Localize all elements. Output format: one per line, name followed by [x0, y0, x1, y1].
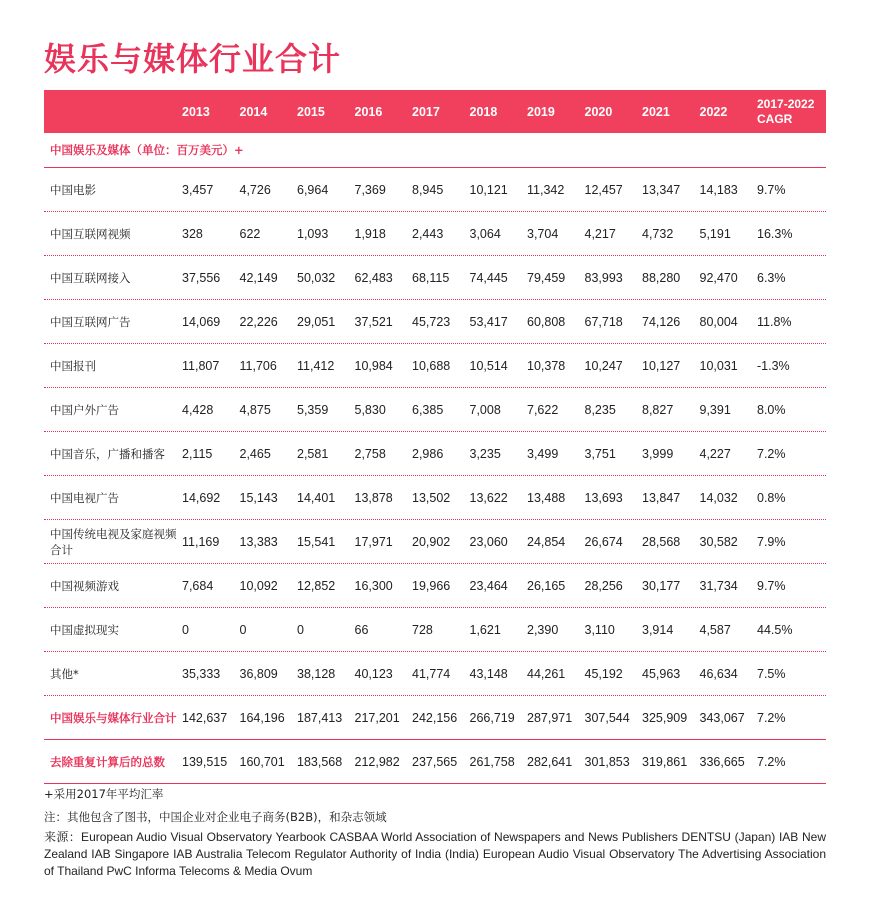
value-cell: 4,587 [699, 622, 731, 637]
value-cell: 1,918 [354, 226, 386, 241]
cagr-cell: 9.7% [757, 182, 786, 197]
data-table [44, 90, 826, 784]
value-cell: 622 [239, 226, 261, 241]
value-cell: 2,581 [297, 446, 329, 461]
value-cell: 8,827 [642, 402, 674, 417]
value-cell: 14,032 [699, 490, 738, 505]
cagr-cell: 11.8% [757, 314, 792, 329]
value-cell: 13,622 [469, 490, 508, 505]
row-label: 中国传统电视及家庭视频合计 [50, 526, 177, 557]
row-label: 中国娱乐与媒体行业合计 [50, 710, 177, 725]
value-cell: 13,878 [354, 490, 393, 505]
table-row [44, 168, 826, 212]
value-cell: 3,751 [584, 446, 616, 461]
value-cell: 10,688 [412, 358, 451, 373]
exchange-note: +采用2017年平均汇率 [44, 787, 164, 801]
value-cell: 7,369 [354, 182, 386, 197]
footnotes [44, 786, 826, 880]
value-cell: 28,256 [584, 578, 623, 593]
value-cell: 40,123 [354, 666, 393, 681]
table-row [44, 212, 826, 256]
value-cell: 10,031 [699, 358, 738, 373]
value-cell: 301,853 [584, 754, 630, 769]
value-cell: 79,459 [527, 270, 566, 285]
row-label: 去除重复计算后的总数 [50, 754, 165, 769]
header-year: 2015 [297, 104, 325, 119]
value-cell: 29,051 [297, 314, 336, 329]
total-row [44, 696, 826, 740]
value-cell: 24,854 [527, 534, 566, 549]
value-cell: 22,226 [239, 314, 278, 329]
row-label: 中国虚拟现实 [50, 622, 119, 637]
value-cell: 319,861 [642, 754, 688, 769]
header-year: 2018 [469, 104, 498, 119]
value-cell: 12,852 [297, 578, 336, 593]
value-cell: 50,032 [297, 270, 336, 285]
value-cell: 2,443 [412, 226, 444, 241]
value-cell: 37,521 [354, 314, 393, 329]
table-row [44, 652, 826, 696]
value-cell: 13,847 [642, 490, 681, 505]
value-cell: 6,964 [297, 182, 329, 197]
value-cell: 38,128 [297, 666, 336, 681]
header-year: 2021 [642, 104, 670, 119]
cagr-cell: 9.7% [757, 578, 786, 593]
value-cell: 14,069 [182, 314, 221, 329]
value-cell: 4,875 [239, 402, 271, 417]
value-cell: 83,993 [584, 270, 623, 285]
value-cell: 728 [412, 622, 433, 637]
value-cell: 343,067 [699, 710, 745, 725]
value-cell: 266,719 [469, 710, 515, 725]
value-cell: 46,634 [699, 666, 738, 681]
value-cell: 26,165 [527, 578, 566, 593]
table-row [44, 300, 826, 344]
value-cell: 14,401 [297, 490, 336, 505]
value-cell: 88,280 [642, 270, 681, 285]
value-cell: 7,008 [469, 402, 501, 417]
value-cell: 13,347 [642, 182, 681, 197]
header-year: 2016 [354, 104, 383, 119]
value-cell: 139,515 [182, 754, 228, 769]
value-cell: 42,149 [239, 270, 278, 285]
value-cell: 1,621 [469, 622, 501, 637]
value-cell: 3,999 [642, 446, 674, 461]
value-cell: 5,191 [699, 226, 731, 241]
value-cell: 15,541 [297, 534, 336, 549]
cagr-cell: 7.2% [757, 446, 786, 461]
row-label: 中国互联网视频 [50, 226, 131, 241]
value-cell: 10,092 [239, 578, 278, 593]
other-note: 注：其他包含了图书，中国企业对企业电子商务(B2B)，和杂志领域 [44, 810, 387, 824]
table-row [44, 432, 826, 476]
value-cell: 5,830 [354, 402, 386, 417]
value-cell: 307,544 [584, 710, 630, 725]
row-label: 中国电影 [50, 182, 96, 197]
value-cell: 160,701 [239, 754, 285, 769]
value-cell: 37,556 [182, 270, 221, 285]
value-cell: 10,247 [584, 358, 623, 373]
value-cell: 36,809 [239, 666, 278, 681]
value-cell: 3,499 [527, 446, 559, 461]
value-cell: 13,502 [412, 490, 451, 505]
value-cell: 183,568 [297, 754, 343, 769]
value-cell: 3,110 [584, 622, 615, 637]
value-cell: 11,807 [182, 358, 220, 373]
value-cell: 0 [297, 622, 304, 637]
value-cell: 10,121 [469, 182, 508, 197]
value-cell: 41,774 [412, 666, 451, 681]
value-cell: 6,385 [412, 402, 444, 417]
value-cell: 8,945 [412, 182, 444, 197]
header-year: 2014 [239, 104, 268, 119]
value-cell: 20,902 [412, 534, 451, 549]
value-cell: 11,342 [527, 182, 565, 197]
value-cell: 2,758 [354, 446, 386, 461]
cagr-cell: 7.2% [757, 754, 786, 769]
cagr-cell: 7.5% [757, 666, 786, 681]
value-cell: 1,093 [297, 226, 329, 241]
row-label: 中国音乐，广播和播客 [50, 446, 165, 461]
header-year: 2013 [182, 104, 210, 119]
row-label: 中国视频游戏 [50, 578, 119, 593]
value-cell: 45,723 [412, 314, 451, 329]
source-note: 来源：European Audio Visual Observatory Yearbook CASBAA World Association of Newspapers and News Publishers DENTSU (Japan) IAB New Zealand IAB Singapore IAB Australia Telecom Regulator Authority of India (India) European Audio Visual Observatory The Advertising Association of Thailand PwC Informa Telecoms & Media Ovum [44, 830, 826, 878]
table-row [44, 388, 826, 432]
value-cell: 35,333 [182, 666, 221, 681]
value-cell: 10,984 [354, 358, 393, 373]
header-year: 2019 [527, 104, 555, 119]
value-cell: 92,470 [699, 270, 738, 285]
value-cell: 15,143 [239, 490, 278, 505]
header-year: 2017 [412, 104, 440, 119]
page-title: 娱乐与媒体行业合计 [44, 40, 342, 78]
value-cell: 9,391 [699, 402, 731, 417]
value-cell: 4,732 [642, 226, 674, 241]
value-cell: 187,413 [297, 710, 343, 725]
value-cell: 43,148 [469, 666, 508, 681]
table-row [44, 476, 826, 520]
table-row [44, 256, 826, 300]
value-cell: 2,115 [182, 446, 213, 461]
value-cell: 62,483 [354, 270, 393, 285]
value-cell: 3,064 [469, 226, 501, 241]
value-cell: 13,693 [584, 490, 623, 505]
value-cell: 13,383 [239, 534, 278, 549]
value-cell: 10,378 [527, 358, 566, 373]
value-cell: 3,457 [182, 182, 214, 197]
value-cell: 74,445 [469, 270, 508, 285]
value-cell: 242,156 [412, 710, 458, 725]
value-cell: 282,641 [527, 754, 573, 769]
value-cell: 2,986 [412, 446, 444, 461]
value-cell: 68,115 [412, 270, 450, 285]
value-cell: 28,568 [642, 534, 681, 549]
value-cell: 3,235 [469, 446, 501, 461]
value-cell: 14,183 [699, 182, 738, 197]
value-cell: 14,692 [182, 490, 221, 505]
value-cell: 30,177 [642, 578, 681, 593]
value-cell: 67,718 [584, 314, 623, 329]
cagr-cell: 7.9% [757, 534, 786, 549]
value-cell: 237,565 [412, 754, 458, 769]
row-label: 中国户外广告 [50, 402, 119, 417]
total-row [44, 740, 826, 784]
value-cell: 11,169 [182, 534, 220, 549]
value-cell: 5,359 [297, 402, 329, 417]
value-cell: 4,227 [699, 446, 731, 461]
value-cell: 80,004 [699, 314, 738, 329]
row-label: 其他* [50, 666, 79, 681]
row-label: 中国互联网接入 [50, 270, 131, 285]
value-cell: 328 [182, 226, 203, 241]
value-cell: 45,963 [642, 666, 681, 681]
value-cell: 30,582 [699, 534, 738, 549]
table-header [44, 90, 826, 133]
value-cell: 16,300 [354, 578, 393, 593]
value-cell: 45,192 [584, 666, 623, 681]
value-cell: 261,758 [469, 754, 515, 769]
value-cell: 74,126 [642, 314, 681, 329]
header-cagr: 2017-2022 CAGR [757, 96, 815, 126]
value-cell: 8,235 [584, 402, 616, 417]
value-cell: 44,261 [527, 666, 566, 681]
table-row [44, 564, 826, 608]
value-cell: 17,971 [354, 534, 393, 549]
cagr-cell: 16.3% [757, 226, 793, 241]
value-cell: 325,909 [642, 710, 688, 725]
header-year: 2022 [699, 104, 728, 119]
value-cell: 19,966 [412, 578, 451, 593]
section-label: 中国娱乐及媒体（单位：百万美元）+ [44, 133, 826, 168]
cagr-cell: 6.3% [757, 270, 786, 285]
cagr-cell: 7.2% [757, 710, 786, 725]
value-cell: 53,417 [469, 314, 508, 329]
value-cell: 13,488 [527, 490, 566, 505]
value-cell: 7,684 [182, 578, 214, 593]
value-cell: 60,808 [527, 314, 566, 329]
value-cell: 4,726 [239, 182, 271, 197]
table-row [44, 520, 826, 564]
value-cell: 10,514 [469, 358, 508, 373]
cagr-cell: 8.0% [757, 402, 786, 417]
value-cell: 0 [182, 622, 189, 637]
header-year: 2020 [584, 104, 613, 119]
value-cell: 66 [354, 622, 369, 637]
value-cell: 23,464 [469, 578, 508, 593]
value-cell: 2,465 [239, 446, 271, 461]
value-cell: 11,706 [239, 358, 277, 373]
value-cell: 7,622 [527, 402, 559, 417]
value-cell: 142,637 [182, 710, 228, 725]
value-cell: 336,665 [699, 754, 745, 769]
cagr-cell: 0.8% [757, 490, 786, 505]
value-cell: 217,201 [354, 710, 400, 725]
value-cell: 0 [239, 622, 247, 637]
row-label: 中国报刊 [50, 358, 96, 373]
value-cell: 212,982 [354, 754, 400, 769]
table-row [44, 608, 826, 652]
cagr-cell: 44.5% [757, 622, 793, 637]
value-cell: 3,914 [642, 622, 674, 637]
cagr-cell: -1.3% [757, 358, 790, 373]
row-label: 中国电视广告 [50, 490, 119, 505]
value-cell: 23,060 [469, 534, 508, 549]
value-cell: 4,217 [584, 226, 616, 241]
table-row [44, 344, 826, 388]
value-cell: 12,457 [584, 182, 623, 197]
value-cell: 164,196 [239, 710, 285, 725]
value-cell: 31,734 [699, 578, 738, 593]
value-cell: 287,971 [527, 710, 573, 725]
value-cell: 2,390 [527, 622, 559, 637]
value-cell: 10,127 [642, 358, 681, 373]
value-cell: 3,704 [527, 226, 559, 241]
value-cell: 11,412 [297, 358, 335, 373]
value-cell: 4,428 [182, 402, 214, 417]
row-label: 中国互联网广告 [50, 314, 131, 329]
value-cell: 26,674 [584, 534, 623, 549]
